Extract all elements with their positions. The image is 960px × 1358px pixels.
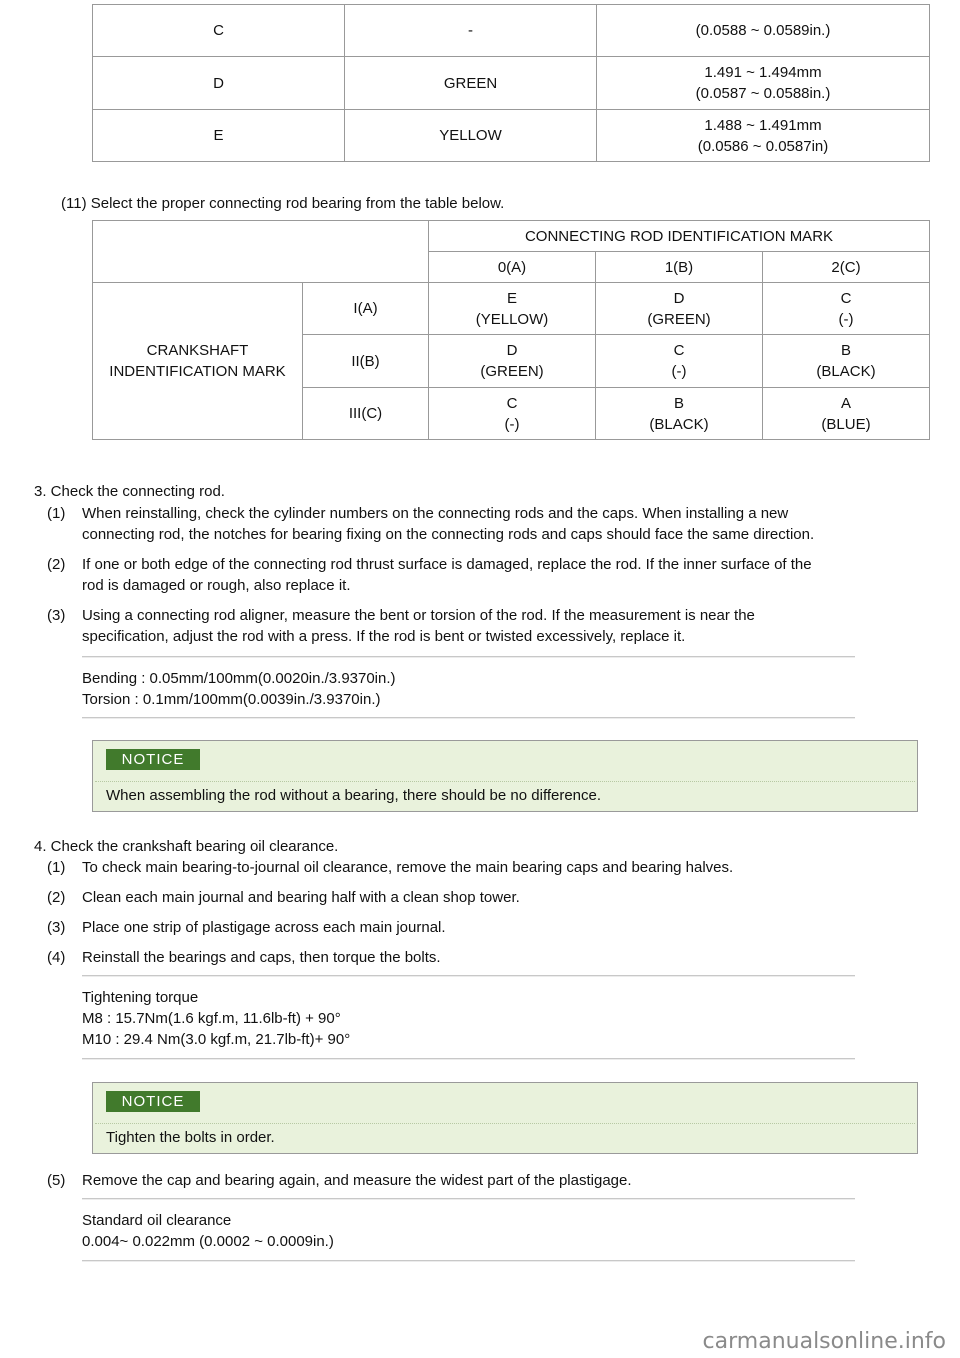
color: (-) <box>504 415 520 433</box>
color: (-) <box>838 310 854 328</box>
bearing-cell <box>429 283 596 335</box>
torque-spec-title: Tightening torque <box>82 989 199 1006</box>
bearing-cell <box>763 388 930 440</box>
bearing-cell <box>596 335 763 388</box>
color: (GREEN) <box>647 310 711 328</box>
bearing-selection-table <box>92 220 930 440</box>
divider <box>82 656 855 658</box>
bearing-cell <box>763 283 930 335</box>
step-number: (5) <box>47 1172 66 1189</box>
corner-cell <box>93 221 429 283</box>
color-cell: - <box>345 5 597 57</box>
step-text: Reinstall the bearings and caps, then torque the bolts. <box>82 949 441 966</box>
bearing-cell <box>596 388 763 440</box>
step-text: connecting rod, the notches for bearing fixing on the connecting rods and caps should face the same direction. <box>82 526 815 543</box>
thickness-in: (0.0586 ~ 0.0587in) <box>697 137 829 155</box>
table-row <box>93 283 930 335</box>
row-header-line1: CRANKSHAFT <box>146 342 249 359</box>
mark-cell: E <box>93 110 345 162</box>
step-number: (3) <box>47 607 66 624</box>
table-row <box>93 57 930 110</box>
step-number: (4) <box>47 949 66 966</box>
notice-box <box>92 1082 918 1154</box>
row-header-line2: INDENTIFICATION MARK <box>109 363 286 380</box>
step-text: rod is damaged or rough, also replace it. <box>82 577 351 594</box>
spec-torsion: Torsion : 0.1mm/100mm(0.0039in./3.9370in.) <box>82 691 381 708</box>
grade: B <box>673 394 684 412</box>
row-label: II(B) <box>303 335 429 388</box>
grade: B <box>840 342 851 359</box>
clearance-spec-title: Standard oil clearance <box>82 1212 232 1229</box>
conrod-mark-header: CONNECTING ROD IDENTIFICATION MARK <box>429 221 930 252</box>
bearing-cell <box>429 335 596 388</box>
row-label: I(A) <box>303 283 429 335</box>
step-number: (1) <box>47 859 66 876</box>
mark-cell: D <box>93 57 345 110</box>
thickness-mm: 1.491 ~ 1.494mm <box>704 64 822 81</box>
thickness-cell <box>597 57 930 110</box>
column-header: 1(B) <box>596 252 763 283</box>
divider <box>82 1058 855 1060</box>
color-cell: YELLOW <box>345 110 597 162</box>
divider <box>82 1260 855 1262</box>
grade: E <box>506 289 517 307</box>
step-11-text: (11) Select the proper connecting rod bearing from the table below. <box>61 195 505 212</box>
bearing-cell <box>429 388 596 440</box>
divider <box>82 1198 855 1200</box>
bearing-cell <box>763 335 930 388</box>
grade: D <box>506 342 518 359</box>
divider <box>82 975 855 977</box>
thickness-in: (0.0587 ~ 0.0588in.) <box>695 85 831 102</box>
notice-separator <box>95 781 915 782</box>
step-text: specification, adjust the rod with a press. If the rod is bent or twisted excessively, replace it. <box>82 628 686 645</box>
step-number: (2) <box>47 889 66 906</box>
step-number: (1) <box>47 505 66 522</box>
grade: A <box>840 394 851 412</box>
table-row <box>93 110 930 162</box>
divider <box>82 717 855 719</box>
section-4-title: 4. Check the crankshaft bearing oil clearance. <box>34 838 339 855</box>
step-number: (3) <box>47 919 66 936</box>
torque-spec-m8: M8 : 15.7Nm(1.6 kgf.m, 11.6lb-ft) + 90° <box>82 1010 341 1027</box>
grade: C <box>840 289 852 307</box>
column-header: 2(C) <box>763 252 930 283</box>
step-text: If one or both edge of the connecting rod thrust surface is damaged, replace the rod. If the inner surface of the <box>82 556 812 573</box>
torque-spec-m10: M10 : 29.4 Nm(3.0 kgf.m, 21.7lb-ft)+ 90° <box>82 1031 351 1048</box>
step-number: (2) <box>47 556 66 573</box>
grade: C <box>673 342 685 359</box>
notice-text: Tighten the bolts in order. <box>106 1129 275 1146</box>
step-text: To check main bearing-to-journal oil clearance, remove the main bearing caps and bearing halves. <box>82 859 734 876</box>
step-text: Clean each main journal and bearing half with a clean shop tower. <box>82 889 520 906</box>
thickness-cell <box>597 5 930 57</box>
notice-text: When assembling the rod without a bearing, there should be no difference. <box>106 787 602 804</box>
notice-box <box>92 740 918 812</box>
grade: D <box>673 289 685 307</box>
table-header-row <box>93 221 930 252</box>
bearing-thickness-table <box>92 4 930 162</box>
watermark: carmanualsonline.info <box>702 1329 946 1354</box>
step-text: Using a connecting rod aligner, measure the bent or torsion of the rod. If the measurement is near the <box>82 607 755 624</box>
notice-separator <box>95 1123 915 1124</box>
crankshaft-mark-header <box>93 283 303 440</box>
row-label: III(C) <box>303 388 429 440</box>
color: (-) <box>671 363 687 380</box>
thickness-in: (0.0588 ~ 0.0589in.) <box>695 22 831 39</box>
bearing-cell <box>596 283 763 335</box>
color-cell: GREEN <box>345 57 597 110</box>
step-text: Remove the cap and bearing again, and measure the widest part of the plastigage. <box>82 1172 632 1189</box>
color: (YELLOW) <box>475 310 549 328</box>
column-header: 0(A) <box>429 252 596 283</box>
step-text: Place one strip of plastigage across each main journal. <box>82 919 446 936</box>
thickness-cell <box>597 110 930 162</box>
mark-cell: C <box>93 5 345 57</box>
table-row <box>93 5 930 57</box>
thickness-mm: 1.488 ~ 1.491mm <box>704 116 822 134</box>
clearance-spec-value: 0.004~ 0.022mm (0.0002 ~ 0.0009in.) <box>82 1233 334 1250</box>
step-text: When reinstalling, check the cylinder numbers on the connecting rods and the caps. When installing a new <box>82 505 789 522</box>
spec-bending: Bending : 0.05mm/100mm(0.0020in./3.9370in.) <box>82 670 396 687</box>
section-3-title: 3. Check the connecting rod. <box>34 483 225 500</box>
notice-badge: NOTICE <box>106 1091 200 1112</box>
color: (BLACK) <box>816 363 876 380</box>
notice-badge: NOTICE <box>106 749 200 770</box>
color: (GREEN) <box>480 363 544 380</box>
color: (BLACK) <box>649 415 709 433</box>
grade: C <box>506 394 518 412</box>
color: (BLUE) <box>821 415 871 433</box>
